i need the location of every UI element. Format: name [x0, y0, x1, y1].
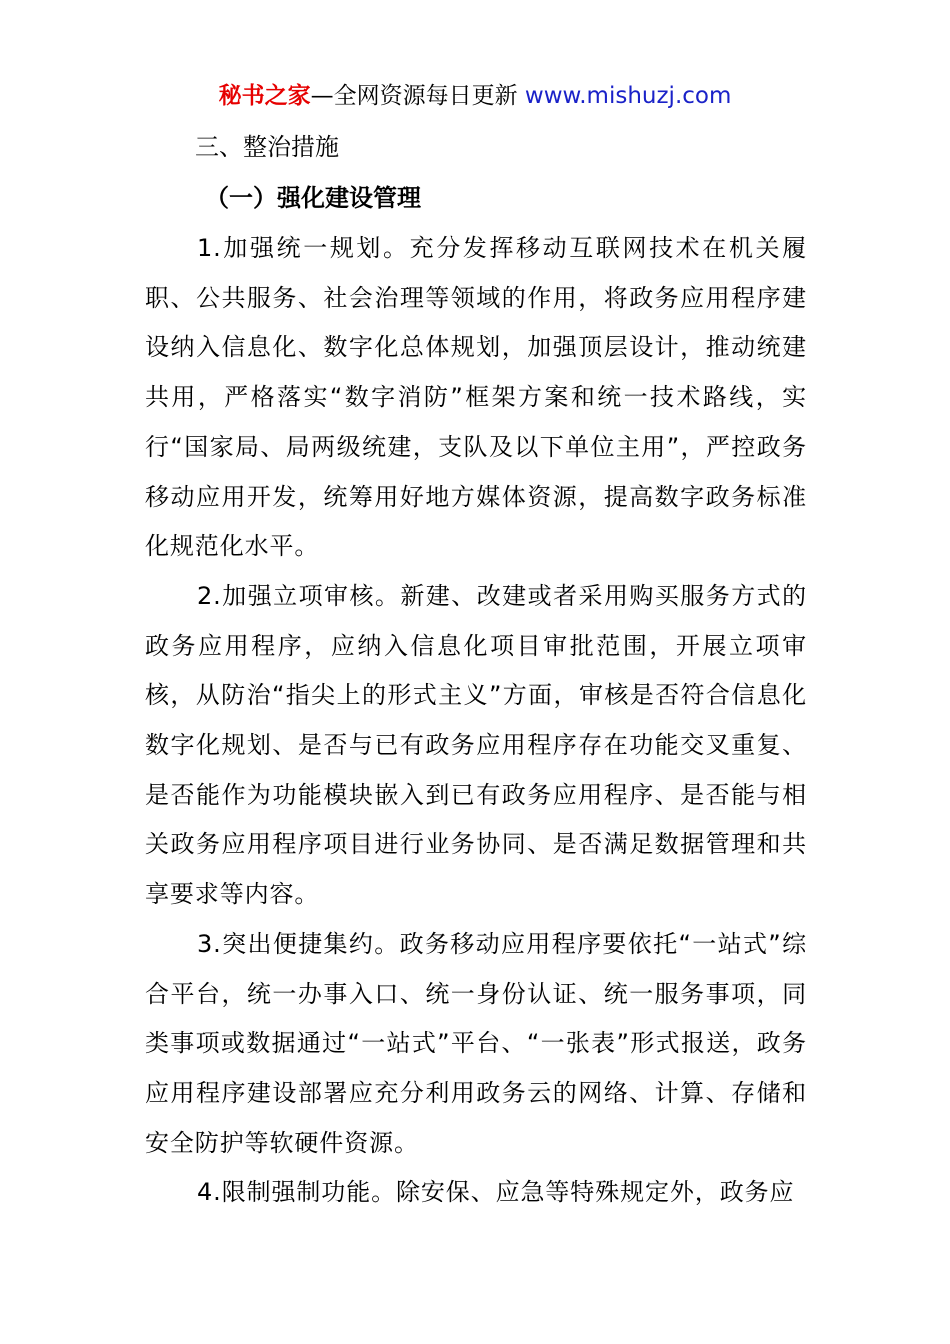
subsection-title: （一）强化建设管理 — [205, 184, 421, 212]
paragraph-4: 4.限制强制功能。除安保、应急等特殊规定外，政务应 — [197, 1178, 795, 1207]
site-url[interactable]: www.mishuzj.com — [524, 83, 732, 109]
paragraph-3: 3.突出便捷集约。政务移动应用程序要依托“一站式”综合平台，统一办事入口、统一身份认证、统一服务事项，同类事项或数据通过“一站式”平台、“一张表”形式报送，政务应用程序建设部署应充分利用政务云的网络、计算、存储和安全防护等软硬件资源。 — [145, 929, 807, 1157]
document-body — [145, 123, 807, 1218]
site-header — [0, 80, 950, 112]
site-tagline: —全网资源每日更新 — [310, 83, 518, 109]
paragraph-2: 2.加强立项审核。新建、改建或者采用购买服务方式的政务应用程序，应纳入信息化项目审批范围，开展立项审核，从防治“指尖上的形式主义”方面，审核是否符合信息化数字化规划、是否与已有政务应用程序存在功能交叉重复、是否能作为功能模块嵌入到已有政务应用程序、是否能与相关政务应用程序项目进行业务协同、是否满足数据管理和共享要求等内容。 — [145, 581, 807, 909]
site-brand: 秘书之家 — [218, 83, 311, 109]
section-title: 三、整治措施 — [195, 133, 339, 161]
paragraph-1: 1.加强统一规划。充分发挥移动互联网技术在机关履职、公共服务、社会治理等领域的作用，将政务应用程序建设纳入信息化、数字化总体规划，加强顶层设计，推动统建共用，严格落实“数字消防”框架方案和统一技术路线，实行“国家局、局两级统建，支队及以下单位主用”，严控政务移动应用开发，统筹用好地方媒体资源，提高数字政务标准化规范化水平。 — [145, 234, 807, 561]
